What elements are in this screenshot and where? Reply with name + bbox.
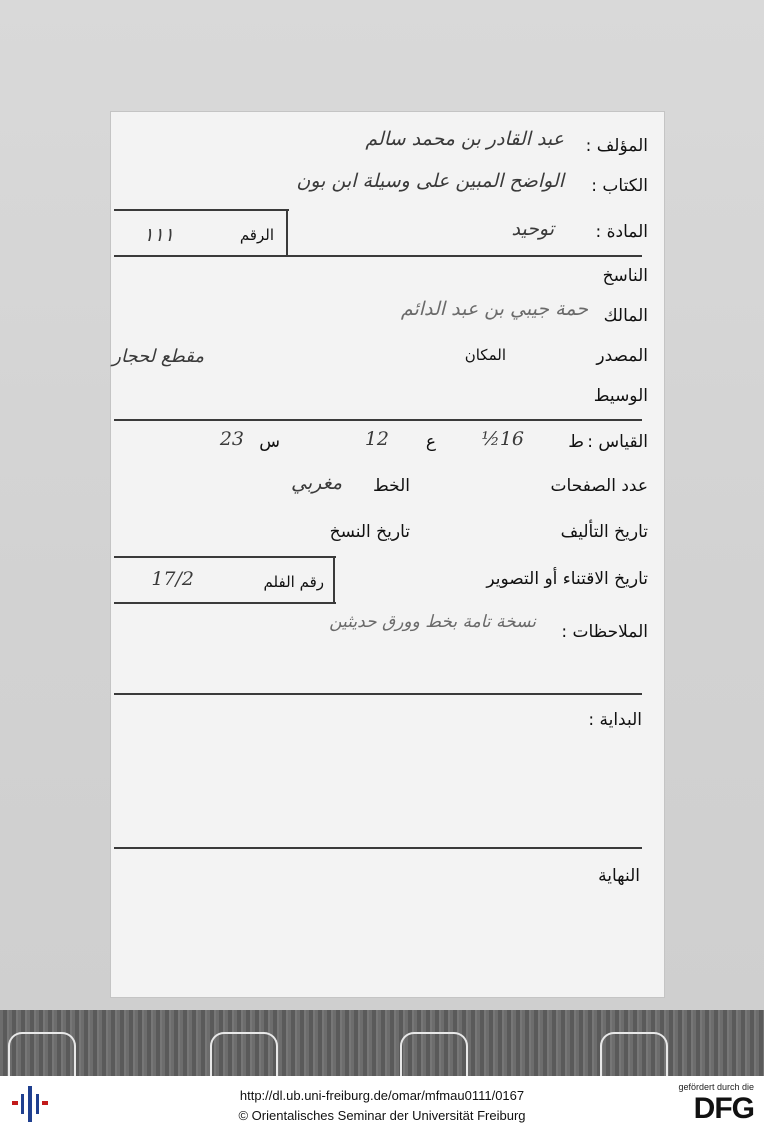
section-rule-1 — [114, 255, 642, 257]
copyright-text: © Orientalisches Seminar der Universität Freiburg — [238, 1108, 526, 1123]
film-value: 17/2 — [151, 568, 194, 590]
number-label: الرقم — [239, 226, 274, 244]
ending-label: النهاية — [598, 866, 640, 886]
script-value: مغربي — [291, 472, 342, 494]
measure-s-label: س — [259, 432, 280, 452]
number-box-top-rule — [114, 209, 289, 211]
subject-value: توحيد — [511, 218, 554, 240]
notes-value: نسخة تامة بخط وورق حديثين — [329, 612, 536, 632]
footer-bar — [0, 1076, 764, 1130]
measure-s-value: 23 — [219, 428, 244, 450]
mediator-label: الوسيط — [593, 386, 648, 406]
film-strip-edge — [0, 1010, 764, 1076]
notes-label: الملاحظات : — [561, 622, 648, 642]
copyist-label: الناسخ — [602, 266, 648, 286]
author-value: عبد القادر بن محمد سالم — [365, 128, 564, 150]
measure-a-value: 12 — [364, 428, 389, 450]
number-value: ١١١ — [143, 224, 174, 246]
measure-a-label: ع — [425, 432, 436, 452]
film-box-top-rule — [114, 556, 336, 558]
script-label: الخط — [372, 476, 410, 496]
dfg-logo: DFG — [693, 1092, 754, 1125]
section-rule-4 — [114, 847, 642, 849]
acquired-date-label: تاريخ الاقتناء أو التصوير — [486, 569, 648, 589]
source-label: المصدر — [596, 346, 648, 366]
owner-value: حمة جيبي بن عبد الدائم — [400, 298, 588, 320]
beginning-label: البداية : — [588, 710, 642, 730]
funder-caption: gefördert durch die — [678, 1082, 754, 1092]
measure-label: القياس : — [587, 432, 648, 452]
pages-label: عدد الصفحات — [550, 476, 648, 496]
film-box-divider — [333, 556, 335, 602]
book-label: الكتاب : — [591, 176, 648, 196]
copied-date-label: تاريخ النسخ — [329, 522, 410, 542]
authored-date-label: تاريخ التأليف — [560, 522, 648, 542]
number-box-divider — [286, 209, 288, 255]
place-label: المكان — [464, 346, 506, 364]
book-value: الواضح المبين على وسيلة ابن بون — [296, 170, 564, 192]
document-url-link[interactable]: http://dl.ub.uni-freiburg.de/omar/mfmau0111/0167 — [239, 1088, 525, 1103]
measure-t-label: ط — [568, 432, 584, 452]
catalog-card — [111, 112, 664, 997]
author-label: المؤلف : — [585, 136, 648, 156]
film-box-bottom-rule — [114, 602, 336, 604]
subject-label: المادة : — [595, 222, 648, 242]
owner-label: المالك — [603, 306, 648, 326]
place-value: مقطع لحجار — [112, 346, 204, 367]
section-rule-3 — [114, 693, 642, 695]
measure-t-value: 16½ — [481, 428, 524, 450]
section-rule-2 — [114, 419, 642, 421]
film-label: رقم الفلم — [263, 573, 324, 591]
